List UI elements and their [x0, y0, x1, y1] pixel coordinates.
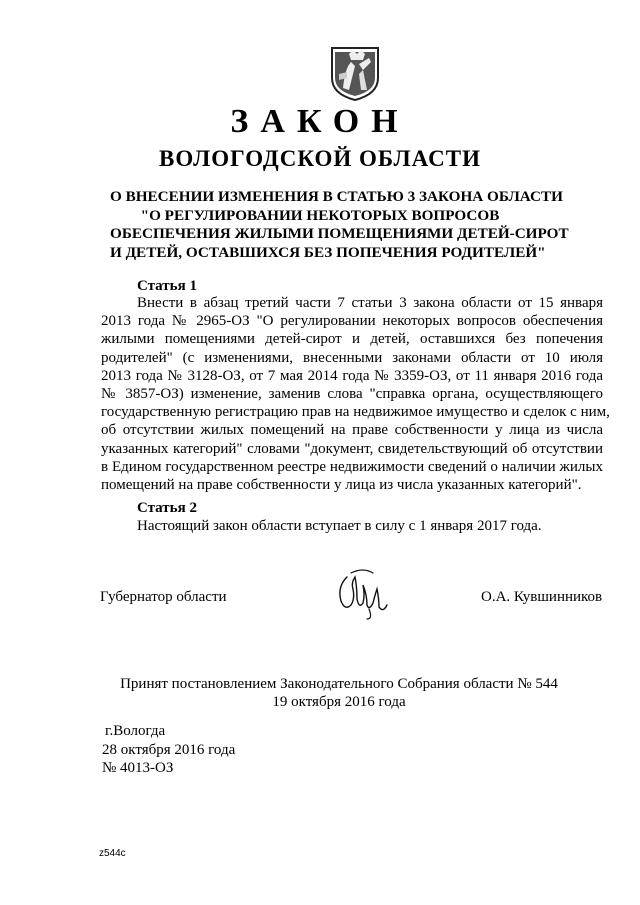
body-line: указанных категорий" словами "документ, свидетельствующий об отсутствии — [101, 440, 603, 457]
article-2-heading: Статья 2 — [137, 500, 197, 516]
subtitle-line: "О РЕГУЛИРОВАНИИ НЕКОТОРЫХ ВОПРОСОВ — [140, 206, 500, 224]
article-1-body — [101, 294, 610, 494]
region-title: ВОЛОГОДСКОЙ ОБЛАСТИ — [159, 146, 481, 171]
signature-icon — [333, 565, 391, 620]
law-subtitle — [110, 188, 569, 262]
body-line: помещений на праве собственности у лица из числа указанных категорий". — [101, 476, 582, 493]
article-1-heading: Статья 1 — [137, 278, 197, 294]
subtitle-line: И ДЕТЕЙ, ОСТАВШИХСЯ БЕЗ ПОПЕЧЕНИЯ РОДИТЕЛЕЙ" — [110, 243, 546, 261]
adoption-line: Принят постановлением Законодательного Собрания области № 544 — [120, 676, 558, 692]
signing-date: 28 октября 2016 года — [102, 741, 236, 758]
subtitle-line: О ВНЕСЕНИИ ИЗМЕНЕНИЯ В СТАТЬЮ 3 ЗАКОНА ОБЛАСТИ — [110, 188, 563, 205]
city: г.Вологда — [105, 723, 166, 739]
body-line: 2013 года № 3128-ОЗ, от 7 мая 2014 года № 3359-ОЗ, от 11 января 2016 года — [101, 367, 603, 384]
document-title: ЗАКОН — [230, 103, 410, 140]
body-line: государственную регистрацию прав на недвижимое имущество и сделок с ним, — [101, 404, 610, 421]
governor-label: Губернатор области — [100, 589, 227, 605]
governor-name: О.А. Кувшинников — [481, 589, 603, 605]
law-number: № 4013-ОЗ — [102, 760, 174, 776]
footer-code: z544c — [99, 848, 126, 859]
adoption-note — [0, 675, 640, 711]
body-line: об отсутствии жилых помещений на праве собственности у лица из числа — [101, 422, 603, 439]
body-line: Внести в абзац третий части 7 статьи 3 закона области от 15 января — [137, 295, 603, 311]
body-line: родителей" (с изменениями, внесенными законами области от 10 июля — [101, 349, 603, 366]
subtitle-line: ОБЕСПЕЧЕНИЯ ЖИЛЫМИ ПОМЕЩЕНИЯМИ ДЕТЕЙ-СИРОТ — [110, 225, 569, 242]
article-2-body: Настоящий закон области вступает в силу с 1 января 2017 года. — [137, 518, 542, 534]
body-line: жилыми помещениями детей-сирот и детей, оставшихся без попечения — [101, 331, 603, 348]
adoption-date: 19 октября 2016 года — [272, 694, 406, 710]
place-date-block — [102, 722, 235, 778]
body-line: в Едином государственном реестре недвижимости сведений о наличии жилых — [101, 458, 603, 475]
coat-of-arms-icon — [329, 44, 381, 101]
body-line: № 3857-ОЗ) изменение, заменив слова "справка органа, осуществляющего — [101, 385, 603, 402]
body-line: 2013 года № 2965-ОЗ "О регулировании некоторых вопросов обеспечения — [101, 313, 603, 330]
